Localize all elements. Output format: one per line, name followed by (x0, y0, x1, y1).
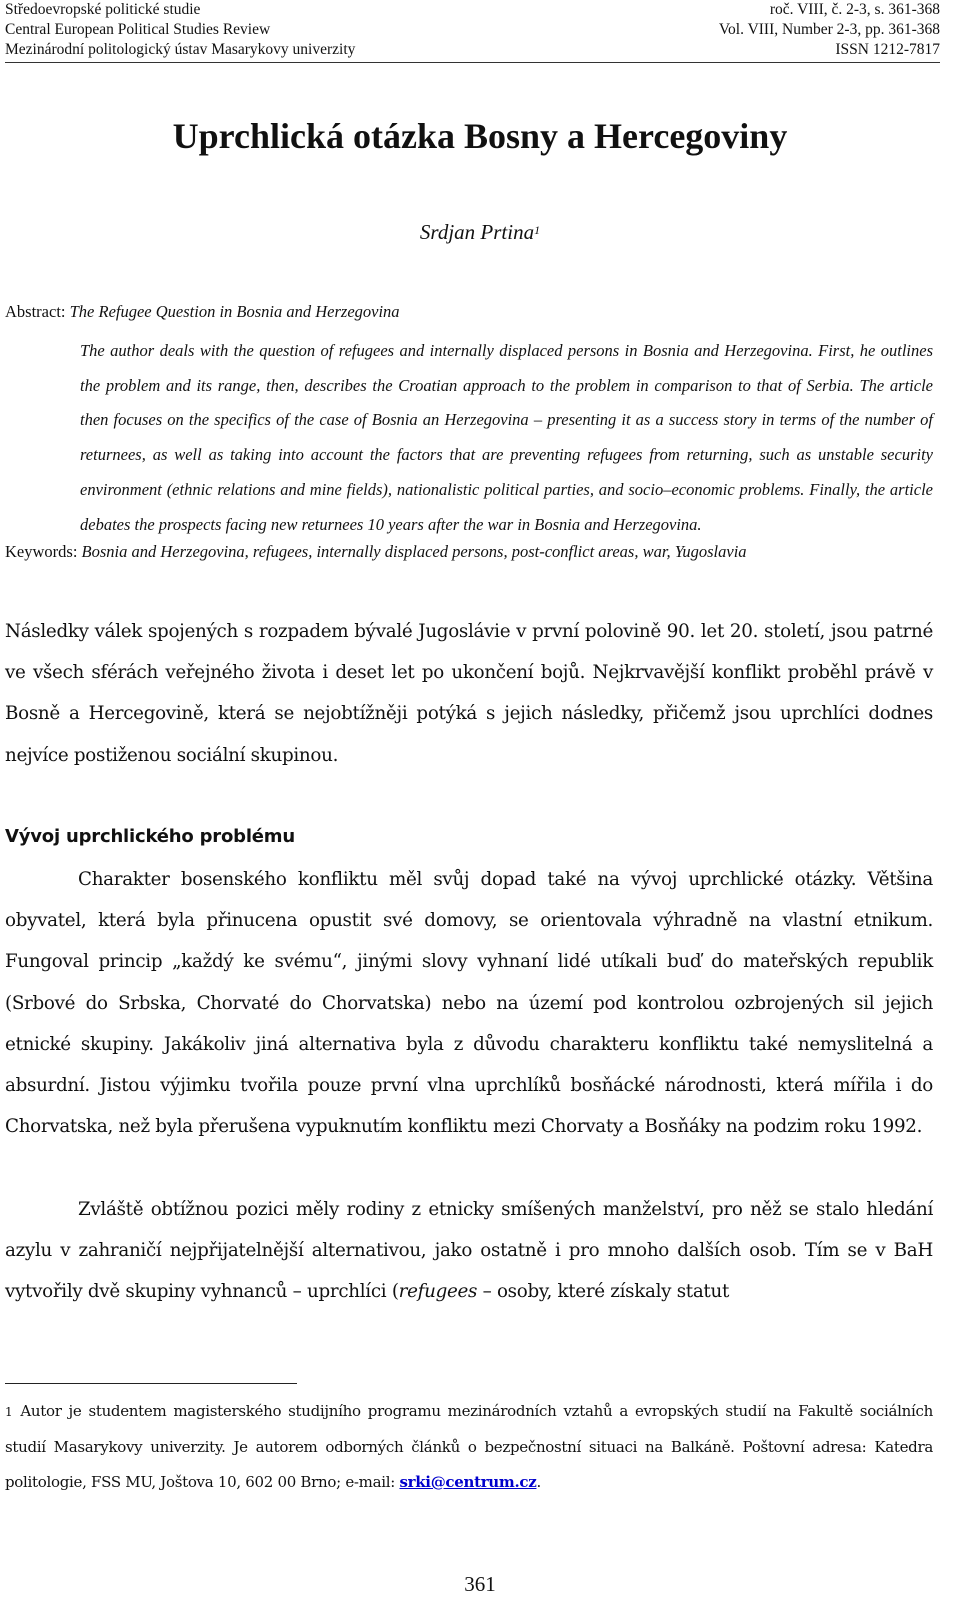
volume-cz: roč. VIII, č. 2-3, s. 361-368 (769, 1, 940, 18)
journal-name-en: Central European Political Studies Review (5, 21, 271, 38)
header-divider (5, 62, 940, 63)
header-row (5, 20, 940, 40)
author-footnote-mark[interactable]: 1 (534, 223, 541, 237)
author-name: Srdjan Prtina (419, 220, 535, 244)
author-line (0, 218, 960, 246)
running-header (5, 0, 940, 60)
keywords (5, 541, 747, 563)
journal-name-cz: Středoevropské politické studie (5, 1, 201, 18)
paragraph-3-italic-term: refugees (398, 1281, 478, 1303)
keywords-label: Keywords: (5, 542, 82, 561)
footnote-email-link[interactable]: srki@centrum.cz (399, 1473, 537, 1491)
footnote-text: Autor je studentem magisterského studijního programu mezinárodních vztahů a evropských studií na Fakultě sociálních studií Masarykovy univerzity. Je autorem odborných článků o bezpečnostní situaci na Balkáně. Poštovní adresa: Katedra politologie, FSS MU, Joštova 10, 602 00 Brno; e-mail: (5, 1402, 933, 1491)
footnote-mark: 1 (5, 1405, 13, 1419)
paragraph-3-text-end: – osoby, které získaly statut (477, 1281, 730, 1303)
footnote (5, 1394, 933, 1500)
section-heading: Vývoj uprchlického problému (5, 826, 295, 847)
publisher: Mezinárodní politologický ústav Masarykovy univerzity (5, 41, 356, 58)
keywords-text: Bosnia and Herzegovina, refugees, internally displaced persons, post-conflict areas, war, Yugoslavia (81, 542, 747, 561)
header-row (5, 0, 940, 20)
footnote-divider (5, 1383, 297, 1384)
issn: ISSN 1212-7817 (835, 41, 940, 58)
footnote-end: . (536, 1473, 541, 1491)
abstract-label: Abstract: (5, 302, 70, 321)
body-paragraph-2: Charakter bosenského konfliktu měl svůj dopad také na vývoj uprchlické otázky. Většina obyvatel, která byla přinucena opustit své domovy, se orientovala výhradně na vlastní etnikum. Fungoval princip „každý ke svému“, jinými slovy vyhnaní lidé utíkali buď do mateřských republik (Srbové do Srbska, Chorvaté do Chorvatska) nebo na území pod kontrolou ozbrojených sil jejich etnické skupiny. Jakákoliv jiná alternativa byla z důvodu charakteru konfliktu také nemyslitelná a absurdní. Jistou výjimku tvořila pouze první vlna uprchlíků bosňácké národnosti, která mířila i do Chorvatska, než byla přerušena vypuknutím konfliktu mezi Chorvaty a Bosňáky na podzim roku 1992. (5, 869, 933, 1138)
abstract-text: The author deals with the question of refugees and internally displaced persons in Bosnia and Herzegovina. First, he outlines the problem and its range, then, describes the Croatian approach to the problem in comparison to that of Serbia. The article then focuses on the specifics of the case of Bosnia an Herzegovina – presenting it as a success story in terms of the number of returnees, as well as taking into account the factors that are preventing refugees from returning, such as unstable security environment (ethnic relations and mine fields), nationalistic political parties, and socio–economic problems. Finally, the article debates the prospects facing new returnees 10 years after the war in Bosnia and Herzegovina. (80, 341, 933, 534)
body-paragraph-1: Následky válek spojených s rozpadem bývalé Jugoslávie v první polovině 90. let 20. století, jsou patrné ve všech sférách veřejného života i deset let po ukončení bojů. Nejkrvavější konflikt proběhl právě v Bosně a Hercegovině, která se nejobtížněji potýká s jejich následky, přičemž jsou uprchlíci dodnes nejvíce postiženou sociální skupinou. (5, 621, 933, 766)
volume-en: Vol. VIII, Number 2-3, pp. 361-368 (718, 21, 940, 38)
header-row (5, 40, 940, 60)
abstract-title: The Refugee Question in Bosnia and Herzegovina (69, 302, 400, 321)
body-paragraph-3 (5, 1189, 933, 1313)
article-title: Uprchlická otázka Bosny a Hercegoviny (172, 116, 788, 156)
abstract-heading (5, 301, 400, 323)
page-number: 361 (464, 1572, 496, 1596)
paragraph-3-text: Zvláště obtížnou pozici měly rodiny z etnicky smíšených manželství, pro něž se stalo hledání azylu v zahraničí nejpřijatelnější alternativou, jako ostatně i pro mnoho dalších osob. Tím se v BaH vytvořily dvě skupiny vyhnanců – uprchlíci ( (5, 1199, 933, 1303)
